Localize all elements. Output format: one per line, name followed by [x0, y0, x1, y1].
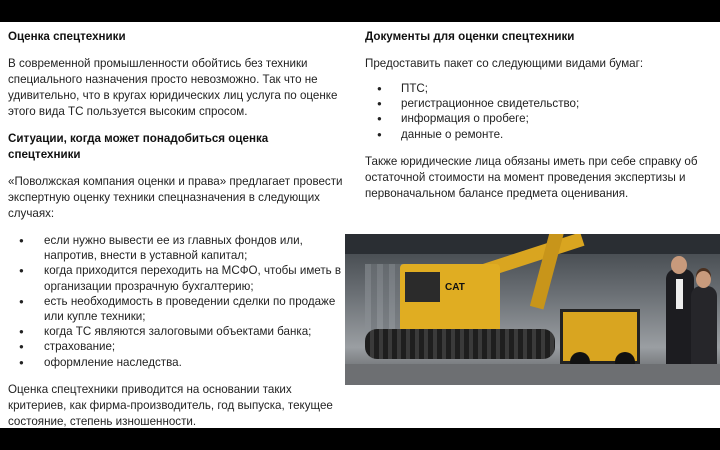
list-item: ● когда приходится переходить на МСФО, чтобы иметь в организации прозрачную бухгалтерию; [8, 263, 343, 293]
section-title: Документы для оценки спецтехники [365, 30, 575, 43]
list-item: ● данные о ремонте. [365, 127, 710, 142]
intro-paragraph: В современной промышленности обойтись без техники специального назначения просто невозможно. Так что не удивительно, что в кругах юридических лиц услуга по оценке этого вида ТС пользуется высоким спросом. [8, 57, 338, 118]
list-item: ● когда ТС являются залоговыми объектами банка; [8, 324, 343, 339]
excavator-tracks [365, 329, 555, 359]
list-item: ● страхование; [8, 339, 343, 354]
subsection-title: Ситуации, когда может понадобиться оценка спецтехники [8, 132, 269, 161]
cat-logo: CAT [445, 282, 465, 293]
excavator-photo [345, 234, 720, 385]
lead-paragraph: «Поволжская компания оценки и права» предлагает провести экспертную оценку техники спецназначения в следующих случаях: [8, 175, 343, 220]
documents-list [365, 81, 710, 142]
list-item: ● если нужно вывести ее из главных фондов или, напротив, внести в уставной капитал; [8, 233, 343, 263]
list-item: ● регистрационное свидетельство; [365, 96, 710, 111]
right-column [365, 29, 710, 213]
intro-paragraph: Предоставить пакет со следующими видами бумаг: [365, 57, 644, 70]
cases-list [8, 233, 343, 370]
left-column [8, 29, 343, 441]
list-item: ● оформление наследства. [8, 355, 343, 370]
top-letterbox [0, 0, 720, 22]
section-title: Оценка спецтехники [8, 30, 126, 43]
criteria-paragraph: Оценка спецтехники приводится на основании таких критериев, как фирма-производитель, год выпуска, текущее состояние, степень изношенности. [8, 382, 333, 428]
list-item: ● информация о пробеге; [365, 111, 710, 126]
list-item: ● есть необходимость в проведении сделки по продаже или купле техники; [8, 294, 343, 324]
list-item: ● ПТС; [365, 81, 710, 96]
note-paragraph: Также юридические лица обязаны иметь при себе справку об остаточной стоимости на момент проведения экспертизы и первоначальном балансе предмета оценивания. [365, 154, 698, 200]
